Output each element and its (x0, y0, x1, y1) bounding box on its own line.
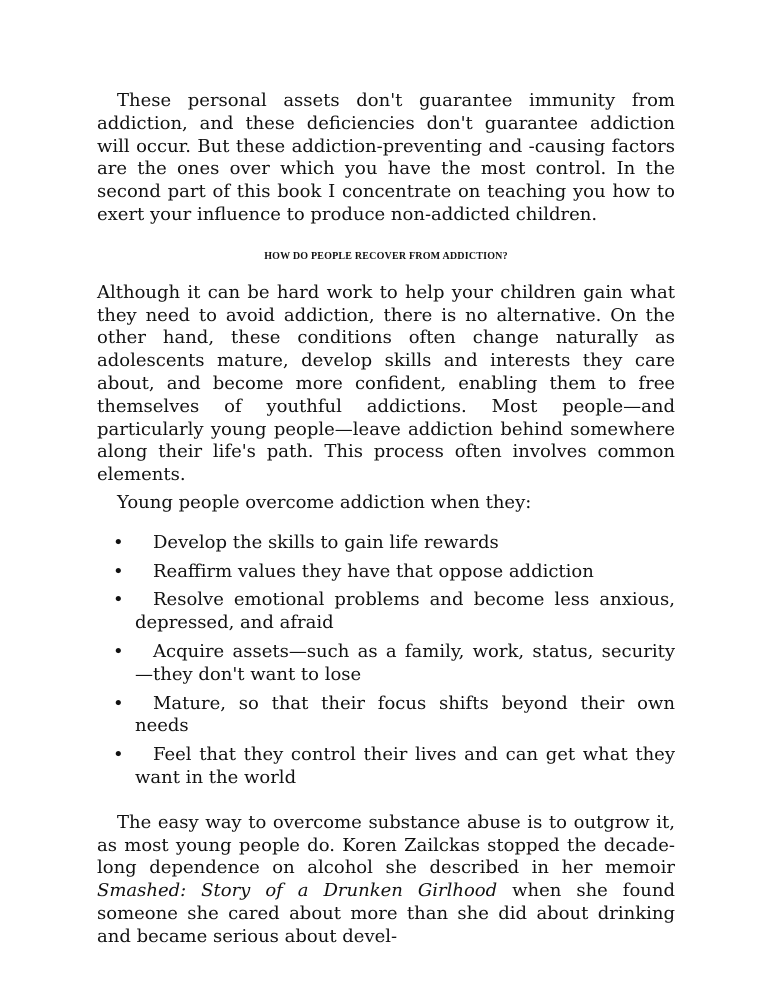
bullet-icon: • (113, 589, 124, 611)
list-item-text: Mature, so that their focus shifts beyond their own needs (135, 692, 675, 737)
list-item (97, 693, 675, 739)
section-heading: HOW DO PEOPLE RECOVER FROM ADDICTION? (264, 250, 508, 262)
list-item-text: Acquire assets—such as a family, work, status, security—they don't want to lose (135, 640, 675, 685)
paragraph-assets: These personal assets don't guarantee immunity from addiction, and these deficiencies don't guarantee addiction will occur. But these addiction-preventing and -causing factors are the ones over which you have the most control. In the second part of this book I concentrate on teaching you how to exert your influence to produce non-addicted children. (97, 90, 675, 225)
paragraph-recovery: Although it can be hard work to help your children gain what they need to avoid addiction, there is no alternative. On the other hand, these conditions often change naturally as adolescents mature, develop skills and interests they care about, and become more confident, enabling them to free themselves of youthful addictions. Most people—and particularly young people—leave addiction behind somewhere along their life's path. This process often involves common elements. (97, 281, 675, 486)
paragraph-outgrow-text-2: when she found someone she cared about more than she did about drinking and became serious about devel- (97, 880, 675, 947)
document-page (97, 90, 675, 949)
bullet-icon: • (113, 692, 124, 714)
list-item-text: Develop the skills to gain life rewards (153, 531, 499, 553)
paragraph-outgrow (97, 812, 675, 949)
list-item (97, 641, 675, 687)
recovery-list (97, 532, 675, 790)
bullet-icon: • (113, 640, 124, 662)
bullet-icon: • (113, 744, 124, 766)
paragraph-outgrow-text-1: The easy way to overcome substance abuse is to outgrow it, as most young people do. Koren Zailckas stopped the decade-long dependence on alcohol she described in her memoir (97, 811, 675, 879)
list-item (97, 561, 675, 584)
list-item-text: Reaffirm values they have that oppose addiction (153, 560, 594, 582)
bullet-icon: • (113, 560, 124, 582)
book-title: Smashed: Story of a Drunken Girlhood (97, 880, 498, 902)
bullet-icon: • (113, 531, 124, 553)
paragraph-intro: Young people overcome addiction when they: (117, 491, 532, 513)
list-item-text: Resolve emotional problems and become less anxious, depressed, and afraid (135, 589, 675, 634)
list-item (97, 532, 675, 555)
list-item (97, 744, 675, 790)
list-item-text: Feel that they control their lives and can get what they want in the world (135, 744, 675, 788)
list-item (97, 589, 675, 635)
